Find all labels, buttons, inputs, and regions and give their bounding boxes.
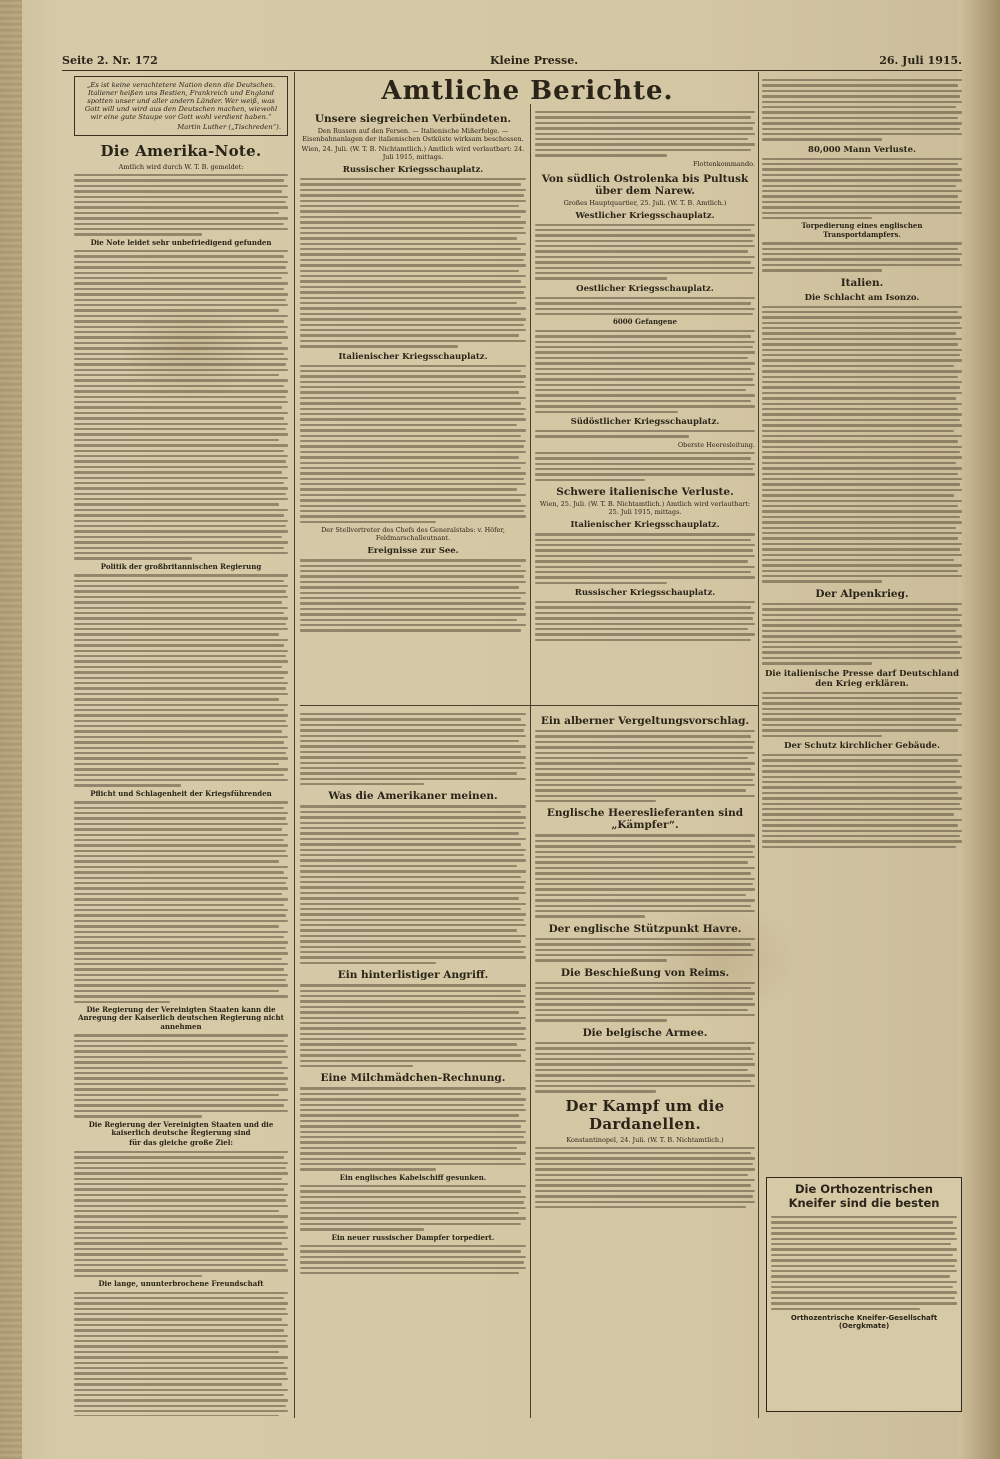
- text-block: [535, 297, 755, 316]
- subhead: Ein neuer russischer Dampfer torpediert.: [331, 1232, 495, 1242]
- text-block: [535, 330, 755, 413]
- paper-name: Kleine Presse.: [490, 54, 579, 67]
- text-block: [535, 452, 755, 481]
- article-subtitle: Den Russen auf den Fersen. — Italienische Mißerfolge. — Eisenbahnanlagen der italienischen Ostküste wirksam beschossen.: [302, 127, 524, 143]
- luther-quote-box: [74, 76, 288, 136]
- text-block: [535, 224, 755, 280]
- page-binding: [0, 0, 22, 1459]
- article-title: Eine Milchmädchen-Rechnung.: [320, 1072, 506, 1085]
- quote-text: „Es ist keine verachtetere Nation denn die Deutschen. Italiener heißen uns Bestien, Frankreich und England spotten unser und aller andern Länder. Wer weiß, was Gott will und wird aus den Deutschen machen, wiewohl wir eine gute Staupe vor Gott wohl verdient haben.“: [84, 81, 278, 121]
- article-title: Der Kampf um die Dardanellen.: [565, 1096, 725, 1133]
- issue-date: 26. Juli 1915.: [879, 54, 962, 67]
- text-block: [535, 1042, 755, 1093]
- article-title: Englische Heereslieferanten sind „Kämpfer“.: [546, 807, 744, 832]
- section-heading: Italienischer Kriegsschauplatz.: [570, 520, 720, 531]
- text-block: [300, 1245, 526, 1274]
- text-block: [762, 692, 962, 738]
- subhead: für das gleiche große Ziel:: [129, 1138, 233, 1148]
- text-block: [300, 984, 526, 1067]
- text-block: [300, 1087, 526, 1170]
- article-title: Von südlich Ostrolenka bis Pultusk über dem Narew.: [541, 172, 749, 197]
- text-block: [300, 713, 526, 785]
- article-title: Die Amerika-Note.: [100, 142, 262, 160]
- section-heading: Westlicher Kriegsschauplatz.: [575, 210, 715, 221]
- text-block: [74, 250, 288, 560]
- text-block: [762, 306, 962, 583]
- text-block: [535, 601, 755, 641]
- text-block: [74, 574, 288, 787]
- subhead: Die Note leidet sehr unbefriedigend gefunden: [90, 237, 272, 247]
- text-block: [535, 533, 755, 584]
- article-title: Ein alberner Vergeltungsvorschlag.: [540, 715, 750, 727]
- column-3-top: [535, 108, 755, 705]
- article-title: Was die Amerikaner meinen.: [328, 790, 498, 803]
- signature: Flottenkommando.: [692, 159, 755, 168]
- dateline: Wien, 24. Juli. (W. T. B. Nichtamtlich.) Amtlich wird verlautbart: 24. Juli 1915, mittags.: [301, 145, 525, 161]
- column-1: [74, 76, 288, 1416]
- page-number: Seite 2. Nr. 172: [62, 54, 158, 67]
- subhead: Torpedierung eines englischen Transportdampfers.: [801, 221, 923, 239]
- section-title: Italien.: [840, 276, 884, 289]
- text-block: [74, 1292, 288, 1417]
- article-title: Die Beschießung von Reims.: [560, 966, 730, 979]
- section-heading: Oestlicher Kriegsschauplatz.: [576, 283, 714, 294]
- dateline: Konstantinopel, 24. Juli. (W. T. B. Nichtamtlich.): [566, 1135, 724, 1144]
- dateline: Großes Hauptquartier, 25. Juli. (W. T. B. Amtlich.): [563, 198, 727, 207]
- subhead: Ein englisches Kabelschiff gesunken.: [339, 1172, 487, 1182]
- ad-footer: Orthozentrische Kneifer-Gesellschaft (Oergkmate): [790, 1314, 938, 1331]
- subhead: Pflicht und Schlagenheit der Kriegsführenden: [90, 788, 272, 798]
- column-3-bottom: [535, 710, 755, 1418]
- text-block: [762, 79, 962, 141]
- main-headline: Amtliche Berichte.: [381, 76, 674, 106]
- subhead: Die Regierung der Vereinigten Staaten und die kaiserlich deutsche Regierung sind: [88, 1119, 274, 1137]
- subhead: Politik der großbritannischen Regierung: [100, 561, 262, 571]
- text-block: [300, 178, 526, 348]
- section-heading: Russischer Kriegsschauplatz.: [574, 588, 716, 599]
- article-title: Unsere siegreichen Verbündeten.: [314, 113, 512, 125]
- text-block: [535, 982, 755, 1022]
- dateline: Wien, 25. Juli. (W. T. B. Nichtamtlich.) Amtlich wird verlautbart: 25. Juli 1915, mittags.: [539, 500, 751, 517]
- article-title: Der englische Stützpunkt Havre.: [548, 922, 742, 935]
- text-block: [74, 801, 288, 1003]
- text-block: [762, 242, 962, 271]
- text-block: [74, 174, 288, 236]
- text-block: [535, 938, 755, 962]
- text-block: [300, 365, 526, 524]
- text-block: [74, 1034, 288, 1117]
- section-heading: Ereignisse zur See.: [367, 546, 459, 557]
- section-heading: Südöstlicher Kriegsschauplatz.: [570, 417, 720, 428]
- section-heading: 80,000 Mann Verluste.: [808, 144, 916, 155]
- section-heading: Die Schlacht am Isonzo.: [804, 292, 920, 303]
- text-block: [762, 603, 962, 665]
- text-block: [300, 1185, 526, 1231]
- section-heading: Russischer Kriegsschauplatz.: [342, 165, 484, 175]
- section-heading: Italienischer Kriegsschauplatz.: [338, 351, 488, 362]
- column-4: [762, 76, 962, 1174]
- article-lead: Amtlich wird durch W. T. B. gemeldet:: [118, 163, 244, 171]
- text-block: [300, 805, 526, 964]
- section-heading: Der Schutz kirchlicher Gebäude.: [784, 741, 940, 752]
- ad-title: Die Orthozentrischen Kneifer sind die besten: [788, 1182, 940, 1210]
- column-2-top: [300, 108, 526, 705]
- column-2-bottom: [300, 710, 526, 1418]
- advertisement-box: [766, 1177, 962, 1412]
- signature: Der Stellvertreter des Chefs des Generalstabs: v. Höfer, Feldmarschalleutnant.: [321, 526, 505, 543]
- article-title: Die belgische Armee.: [582, 1026, 708, 1039]
- text-block: [535, 430, 755, 438]
- text-block: [535, 1147, 755, 1209]
- text-block: [762, 158, 962, 220]
- text-block: [535, 111, 755, 157]
- text-block: [300, 559, 526, 631]
- subhead: Die Regierung der Vereinigten Staaten kann die Anregung der Kaiserlich deutschen Regierung nicht annehmen: [78, 1005, 284, 1031]
- text-block: [74, 1151, 288, 1277]
- page-edge: [958, 0, 1000, 1459]
- article-title: Ein hinterlistiger Angriff.: [337, 969, 489, 982]
- signature: Oberste Heeresleitung.: [677, 440, 755, 449]
- ad-text: [771, 1216, 957, 1310]
- article-title: Schwere italienische Verluste.: [556, 486, 734, 499]
- section-title: Der Alpenkrieg.: [815, 587, 909, 600]
- section-heading: Die italienische Presse darf Deutschland den Krieg erklären.: [764, 668, 960, 689]
- page-header: [62, 52, 962, 71]
- subhead: Die lange, ununterbrochene Freundschaft: [98, 1279, 264, 1289]
- text-block: [535, 834, 755, 917]
- prisoner-count: 6000 Gefangene: [613, 317, 677, 327]
- quote-source: Martin Luther („Tischreden“).: [177, 123, 281, 131]
- text-block: [535, 730, 755, 802]
- text-block: [762, 754, 962, 848]
